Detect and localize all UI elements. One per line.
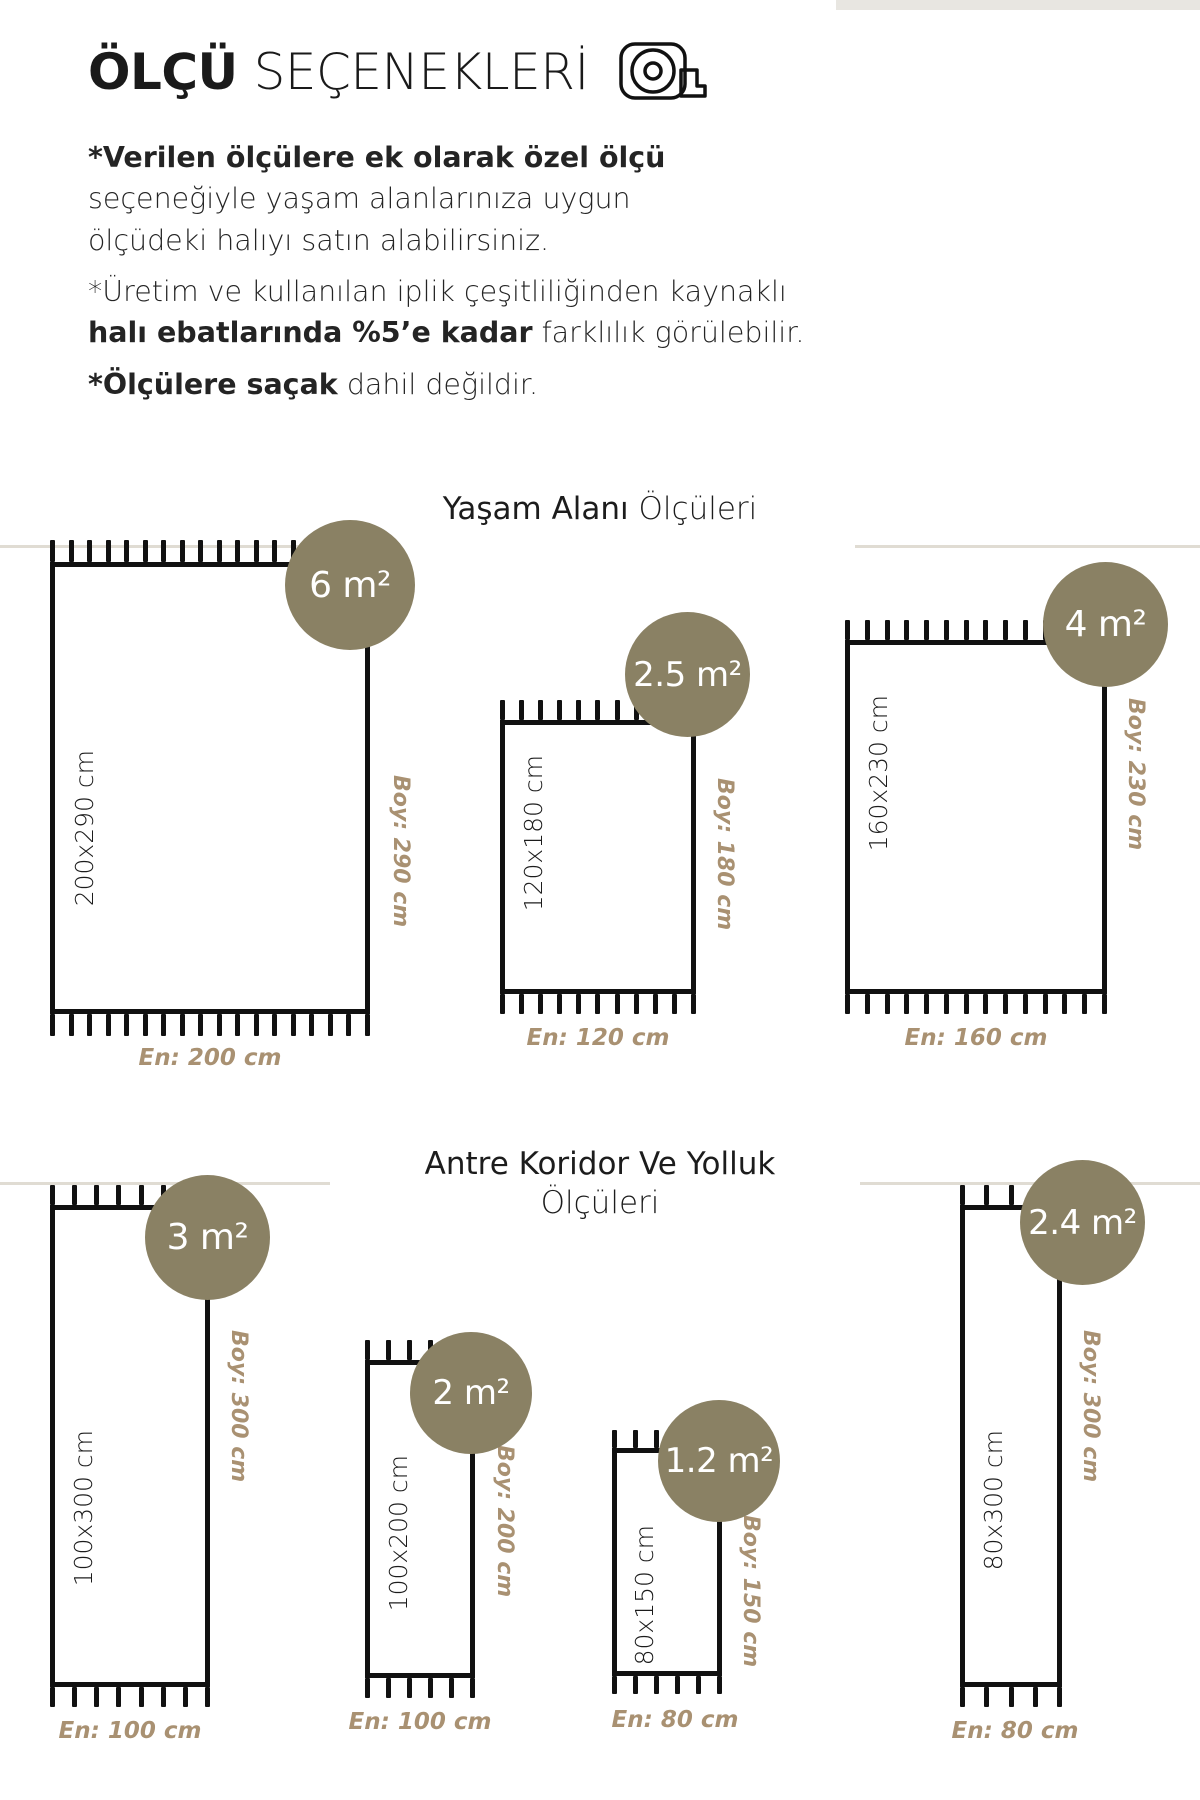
intro-paragraph-2 xyxy=(88,272,1088,353)
fringe-bottom xyxy=(960,1687,1062,1707)
intro-line-2-bold: halı ebatlarında %5’e kadar xyxy=(88,316,533,350)
section-2-title-light: Ölçüleri xyxy=(540,1184,660,1221)
rug-boy-label: Boy: 180 cm xyxy=(712,778,737,931)
intro-line-1-rest: seçeneğiyle yaşam alanlarınıza uygun xyxy=(88,182,631,216)
rug-area-badge: 2.5 m² xyxy=(625,612,750,737)
rug-size-label: 120x180 cm xyxy=(519,755,548,912)
intro-line-2-rest: farklılık görülebilir. xyxy=(532,316,805,350)
rug-body xyxy=(960,1205,1062,1687)
section-1-rule-right xyxy=(855,545,1200,548)
rug-figure-100x300 xyxy=(0,1185,280,1785)
rug-area-badge: 2 m² xyxy=(410,1332,532,1454)
rug-en-label: En: 200 cm xyxy=(138,1045,282,1071)
fringe-bottom xyxy=(365,1678,475,1698)
intro-line-2-a: *Üretim ve kullanılan iplik çeşitliliğinden kaynaklı xyxy=(88,274,787,308)
rug-area-badge: 4 m² xyxy=(1043,562,1168,687)
rug-size-label: 80x150 cm xyxy=(630,1525,659,1666)
fringe-bottom xyxy=(500,994,696,1014)
rug-en-label: En: 120 cm xyxy=(526,1025,670,1051)
rug-area-badge: 2.4 m² xyxy=(1020,1160,1145,1285)
intro-line-3-bold: *Ölçülere saçak xyxy=(88,367,338,401)
fringe-bottom xyxy=(612,1676,722,1694)
section-1-title-bold: Yaşam Alanı xyxy=(442,491,629,527)
rug-en-label: En: 100 cm xyxy=(58,1718,202,1744)
section-1-title-light: Ölçüleri xyxy=(638,491,758,527)
section-title-hallway xyxy=(320,1145,880,1223)
rug-boy-label: Boy: 300 cm xyxy=(1078,1330,1103,1483)
intro-paragraph-1 xyxy=(88,138,1088,260)
rug-area-badge: 1.2 m² xyxy=(658,1400,780,1522)
rug-area-badge: 6 m² xyxy=(285,520,415,650)
page-title-bold: ÖLÇÜ xyxy=(88,43,238,101)
rug-boy-label: Boy: 300 cm xyxy=(226,1330,251,1483)
rug-en-label: En: 80 cm xyxy=(951,1718,1079,1744)
rug-en-label: En: 160 cm xyxy=(904,1025,1048,1051)
fringe-bottom xyxy=(845,994,1107,1014)
intro-line-1-bold: *Verilen ölçülere ek olarak özel ölçü xyxy=(88,141,666,174)
rug-boy-label: Boy: 150 cm xyxy=(738,1515,763,1668)
rug-size-label: 160x230 cm xyxy=(864,695,893,852)
rug-area-badge: 3 m² xyxy=(145,1175,270,1300)
rug-boy-label: Boy: 200 cm xyxy=(492,1445,517,1598)
fringe-bottom xyxy=(50,1687,210,1707)
rug-size-label: 80x300 cm xyxy=(979,1430,1008,1571)
rug-figure-200x290 xyxy=(0,540,413,1080)
rug-figure-160x230 xyxy=(790,604,1190,1080)
rug-size-label: 100x200 cm xyxy=(384,1455,413,1612)
intro-line-1-rest2: ölçüdeki halıyı satın alabilirsiniz. xyxy=(88,223,550,257)
fringe-bottom xyxy=(50,1014,370,1036)
rug-boy-label: Boy: 290 cm xyxy=(388,775,413,928)
rug-boy-label: Boy: 230 cm xyxy=(1123,698,1148,851)
tape-measure-icon xyxy=(619,40,707,106)
rug-figure-120x180 xyxy=(450,654,760,1080)
rug-size-label: 200x290 cm xyxy=(70,750,99,907)
section-title-living-area xyxy=(340,490,860,529)
rug-en-label: En: 80 cm xyxy=(611,1707,739,1733)
rug-figure-80x150 xyxy=(600,1430,880,1790)
rug-en-label: En: 100 cm xyxy=(348,1709,492,1735)
intro-line-3-rest: dahil değildir. xyxy=(337,367,539,401)
rug-figure-100x200 xyxy=(310,1340,600,1790)
rug-size-label: 100x300 cm xyxy=(69,1430,98,1587)
section-2-title-bold: Antre Koridor Ve Yolluk xyxy=(424,1146,776,1182)
page-title xyxy=(88,38,707,106)
intro-paragraph-3 xyxy=(88,365,1088,404)
rug-figure-80x300 xyxy=(880,1185,1180,1785)
intro-text xyxy=(88,138,1088,406)
page-title-light: SEÇENEKLERİ xyxy=(253,43,589,101)
